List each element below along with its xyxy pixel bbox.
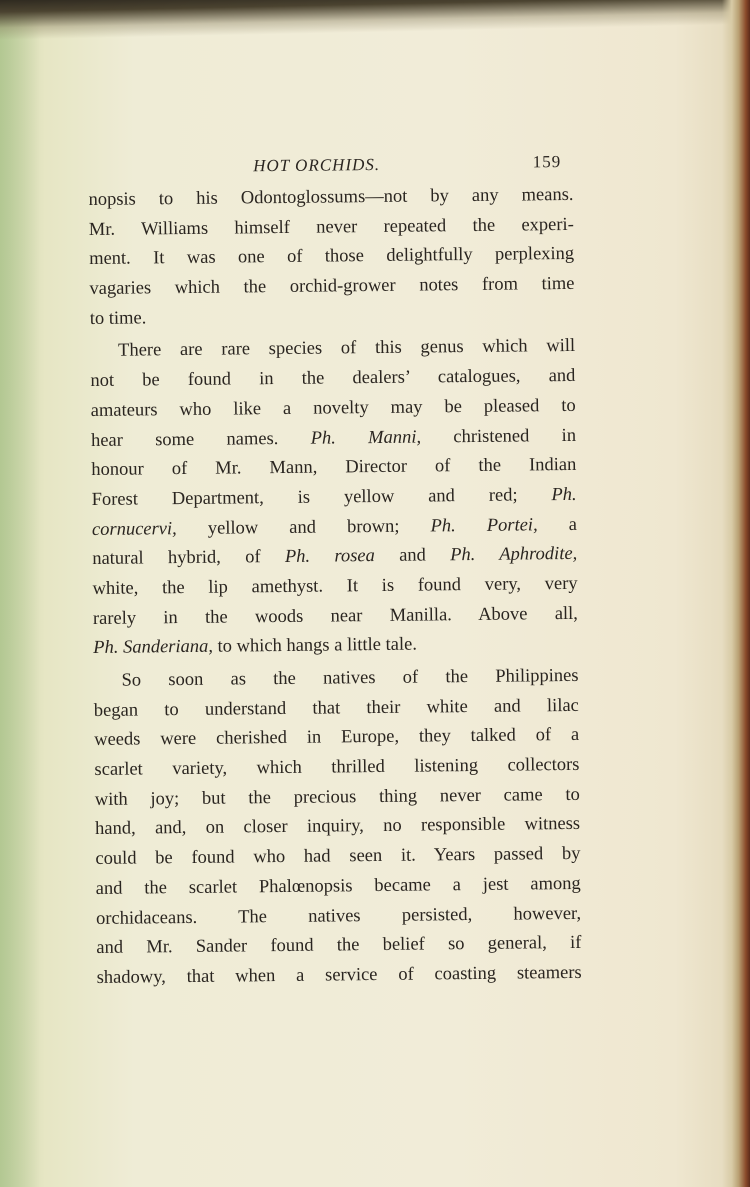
text-line: could be found who had seen it. Years passed by: [95, 844, 581, 870]
text-line: and Mr. Sander found the belief so general, if: [96, 933, 582, 959]
text-line: There are rare species of this genus which will: [118, 336, 576, 362]
text-line: shadowy, that when a service of coasting steamers: [96, 962, 582, 988]
text-line: with joy; but the precious thing never came to: [94, 784, 580, 810]
text-line: natural hybrid, of Ph. rosea and Ph. Aphrodite,: [92, 544, 578, 570]
text-line: honour of Mr. Mann, Director of the Indian: [91, 455, 577, 481]
text-line: hear some names. Ph. Manni, christened in: [90, 425, 577, 451]
running-head: [88, 145, 573, 186]
text-line: nopsis to his Odontoglossums—not by any means.: [88, 184, 574, 210]
text-line: and the scarlet Phalœnopsis became a jest among: [95, 873, 581, 899]
text-line: began to understand that their white and lilac: [93, 695, 579, 721]
text-line: So soon as the natives of the Philippines: [121, 665, 579, 691]
body-text: [88, 181, 581, 994]
text-line: Ph. Sanderiana, to which hangs a little tale.: [93, 634, 418, 659]
text-line: scarlet variety, which thrilled listening collectors: [94, 754, 580, 781]
page-number: 159: [532, 152, 562, 172]
text-line: rarely in the woods near Manilla. Above all,: [92, 603, 578, 629]
text-line: Mr. Williams himself never repeated the experi-: [88, 214, 574, 240]
text-line: to time.: [89, 308, 147, 329]
text-line: cornucervi, yellow and brown; Ph. Portei, a: [91, 514, 578, 540]
text-line: Forest Department, is yellow and red; Ph.: [91, 484, 577, 510]
text-line: not be found in the dealers’ catalogues, and: [90, 366, 576, 392]
text-line: orchidaceans. The natives persisted, however,: [95, 903, 582, 929]
running-head-title: HOT ORCHIDS.: [253, 154, 381, 176]
text-line: white, the lip amethyst. It is found very, very: [92, 573, 578, 599]
page-top-shadow: [0, 0, 750, 40]
page-gutter-tint: [0, 0, 40, 1187]
text-line: hand, and, on closer inquiry, no responsible witness: [95, 814, 581, 840]
text-line: ment. It was one of those delightfully perplexing: [89, 244, 575, 270]
book-page: [88, 145, 582, 994]
book-edge: [722, 0, 750, 1187]
text-line: amateurs who like a novelty may be pleased to: [90, 395, 576, 421]
text-line: vagaries which the orchid-grower notes from time: [89, 273, 575, 300]
text-line: weeds were cherished in Europe, they talked of a: [94, 725, 580, 751]
